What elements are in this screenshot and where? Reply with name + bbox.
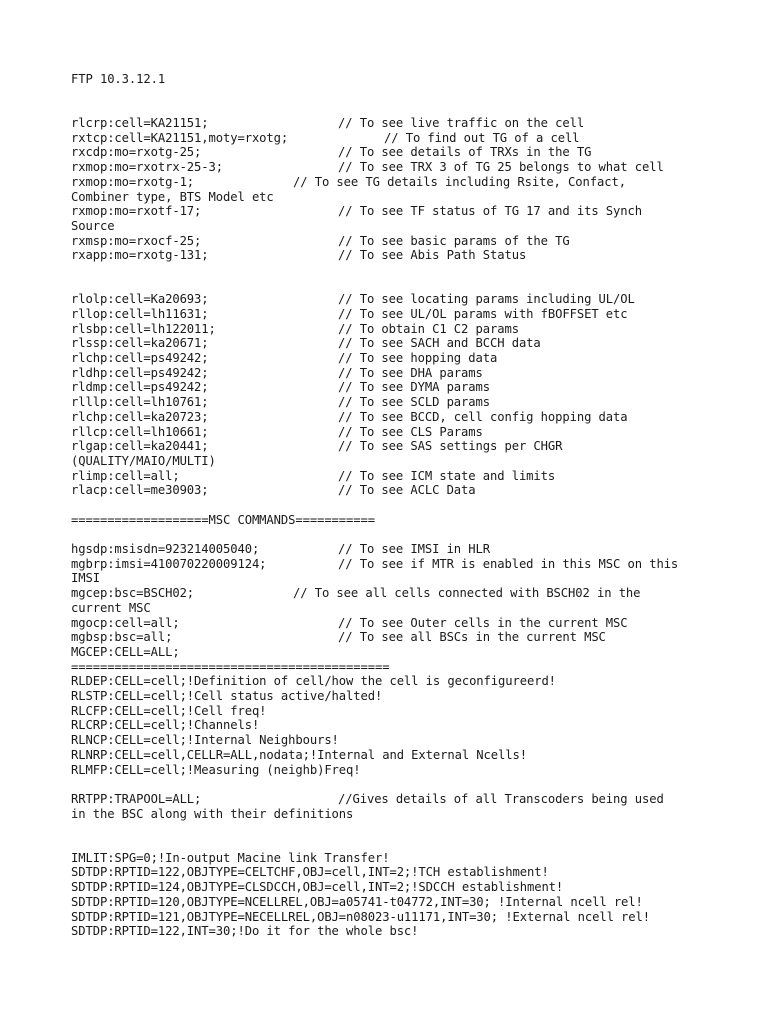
sdtdp-command-line: SDTDP:RPTID=124,OBJTYPE=CLSDCCH,OBJ=cell,INT=2;!SDCCH establishment! [71,880,564,895]
command-text: rldmp:cell=ps49242; [71,380,209,395]
command-row [71,630,691,645]
rrtpp-block [71,792,691,821]
command-comment: // To see DHA params [338,365,483,380]
command-row [71,586,691,601]
command-row [71,410,691,425]
command-comment: // To see IMSI in HLR [338,542,490,557]
command-text: rlimp:cell=all; [71,468,180,483]
command-comment: // To see DYMA params [338,380,490,395]
command-text: rlacp:cell=me30903; [71,483,209,498]
command-comment: // To see Outer cells in the current MSC [338,615,628,630]
command-comment: // To see basic params of the TG [338,233,570,248]
command-comment: // To see UL/OL params with fBOFFSET etc [338,307,628,322]
msc-commands-header: ===================MSC COMMANDS=========== [71,512,375,527]
command-text: rxmsp:mo=rxocf-25; [71,233,202,248]
command-text: rlsbp:cell=lh122011; [71,321,216,336]
sdtdp-command-line: SDTDP:RPTID=122,INT=30;!Do it for the whole bsc! [71,924,419,939]
command-comment: // To see if MTR is enabled in this MSC on this [338,556,679,571]
command-comment: // To see SACH and BCCH data [338,336,541,351]
command-comment: // To obtain C1 C2 params [338,321,519,336]
sdtdp-command-line: IMLIT:SPG=0;!In-output Macine link Transfer! [71,850,390,865]
command-text: rxcdp:mo=rxotg-25; [71,145,202,160]
separator-line: ============================================ [71,659,390,674]
command-row [71,322,691,337]
rl-command-line: RLDEP:CELL=cell;!Definition of cell/how the cell is geconfigureerd! [71,674,556,689]
command-text: hgsdp:msisdn=923214005040; [71,542,260,557]
command-text: rlllp:cell=lh10761; [71,395,209,410]
command-text: rlgap:cell=ka20441; [71,439,209,454]
command-text: rlolp:cell=Ka20693; [71,292,209,307]
document-body [71,72,691,939]
comment-continuation: in the BSC along with their definitions [71,806,354,821]
command-comment: // To see all cells connected with BSCH02 in the [293,586,641,601]
command-row [71,234,691,249]
command-text: rxtcp:cell=KA21151,moty=rxotg; [71,130,289,145]
command-comment: // To see SCLD params [338,395,490,410]
command-row [71,204,691,219]
command-text: RRTPP:TRAPOOL=ALL; [71,791,202,806]
command-comment: // To see TF status of TG 17 and its Synch [338,204,642,219]
command-row [71,307,691,322]
command-comment: // To see details of TRXs in the TG [338,145,592,160]
command-text: rxmop:mo=rxotg-1; [71,174,195,189]
msc-commands-section [71,542,691,645]
command-text: rlssp:cell=ka20671; [71,336,209,351]
sdtdp-command-line: SDTDP:RPTID=121,OBJTYPE=NECELLREL,OBJ=n08023-u11171,INT=30; !External ncell rel! [71,909,651,924]
command-text: rxmop:mo=rxotrx-25-3; [71,160,223,175]
command-text: mgbrp:imsi=410070220009124; [71,556,267,571]
rl-command-line: RLCRP:CELL=cell;!Channels! [71,718,260,733]
command-row [71,395,691,410]
command-comment: // To see all BSCs in the current MSC [338,630,606,645]
command-comment: //Gives details of all Transcoders being used [338,791,664,806]
bsc-commands-section [71,116,691,263]
command-row [71,616,691,631]
cell-params-section [71,292,691,498]
command-row [71,483,691,498]
command-row [71,792,691,807]
comment-continuation: current MSC [71,600,151,615]
command-comment: // To see Abis Path Status [338,248,527,263]
command-text: rlchp:cell=ka20723; [71,409,209,424]
comment-continuation: Combiner type, BTS Model etc [71,189,274,204]
command-row [71,469,691,484]
command-row [71,351,691,366]
command-comment: // To see CLS Params [338,424,483,439]
command-comment: // To see TG details including Rsite, Confact, [293,174,626,189]
command-row [71,542,691,557]
command-text: mgocp:cell=all; [71,615,180,630]
command-row [71,292,691,307]
command-text: rldhp:cell=ps49242; [71,365,209,380]
command-comment: // To find out TG of a cell [384,130,580,145]
command-comment: // To see locating params including UL/OL [338,292,635,307]
command-comment: // To see ACLC Data [338,483,476,498]
sdtdp-commands-section [71,851,691,939]
command-text: rxapp:mo=rxotg-131; [71,248,209,263]
command-row [71,366,691,381]
command-comment: // To see TRX 3 of TG 25 belongs to what cell [338,160,664,175]
command-text: mgbsp:bsc=all; [71,630,173,645]
command-row [71,175,691,190]
comment-continuation: IMSI [71,571,100,586]
rl-command-line: RLNRP:CELL=cell,CELLR=ALL,nodata;!Internal and External Ncells! [71,747,527,762]
command-comment: // To see ICM state and limits [338,468,556,483]
command-comment: // To see BCCD, cell config hopping data [338,409,628,424]
command-row [71,557,691,572]
command-text: mgcep:bsc=BSCH02; [71,586,195,601]
document-header: FTP 10.3.12.1 [71,72,166,86]
command-text: rlcrp:cell=KA21151; [71,116,209,131]
command-row [71,145,691,160]
mgcep-line: MGCEP:CELL=ALL; [71,644,180,659]
rl-command-line: RLSTP:CELL=cell;!Cell status active/halted! [71,689,383,704]
sdtdp-command-line: SDTDP:RPTID=122,OBJTYPE=CELTCHF,OBJ=cell,INT=2;!TCH establishment! [71,865,549,880]
command-row [71,425,691,440]
command-text: rllop:cell=lh11631; [71,307,209,322]
comment-continuation: Source [71,218,115,233]
rl-command-line: RLMFP:CELL=cell;!Measuring (neighb)Freq! [71,762,361,777]
command-comment: // To see SAS settings per CHGR [338,439,563,454]
command-text: rllcp:cell=lh10661; [71,424,209,439]
command-comment: // To see live traffic on the cell [338,116,585,131]
rl-commands-section [71,674,691,777]
command-row [71,131,691,146]
rl-command-line: RLCFP:CELL=cell;!Cell freq! [71,703,267,718]
command-row [71,336,691,351]
command-text: rxmop:mo=rxotf-17; [71,204,202,219]
rl-command-line: RLNCP:CELL=cell;!Internal Neighbours! [71,733,339,748]
command-row [71,160,691,175]
sdtdp-command-line: SDTDP:RPTID=120,OBJTYPE=NCELLREL,OBJ=a05741-t04772,INT=30; !Internal ncell rel! [71,894,643,909]
command-comment: // To see hopping data [338,351,498,366]
command-row [71,116,691,131]
comment-continuation: (QUALITY/MAIO/MULTI) [71,453,216,468]
command-text: rlchp:cell=ps49242; [71,351,209,366]
command-row [71,380,691,395]
command-row [71,248,691,263]
command-row [71,439,691,454]
